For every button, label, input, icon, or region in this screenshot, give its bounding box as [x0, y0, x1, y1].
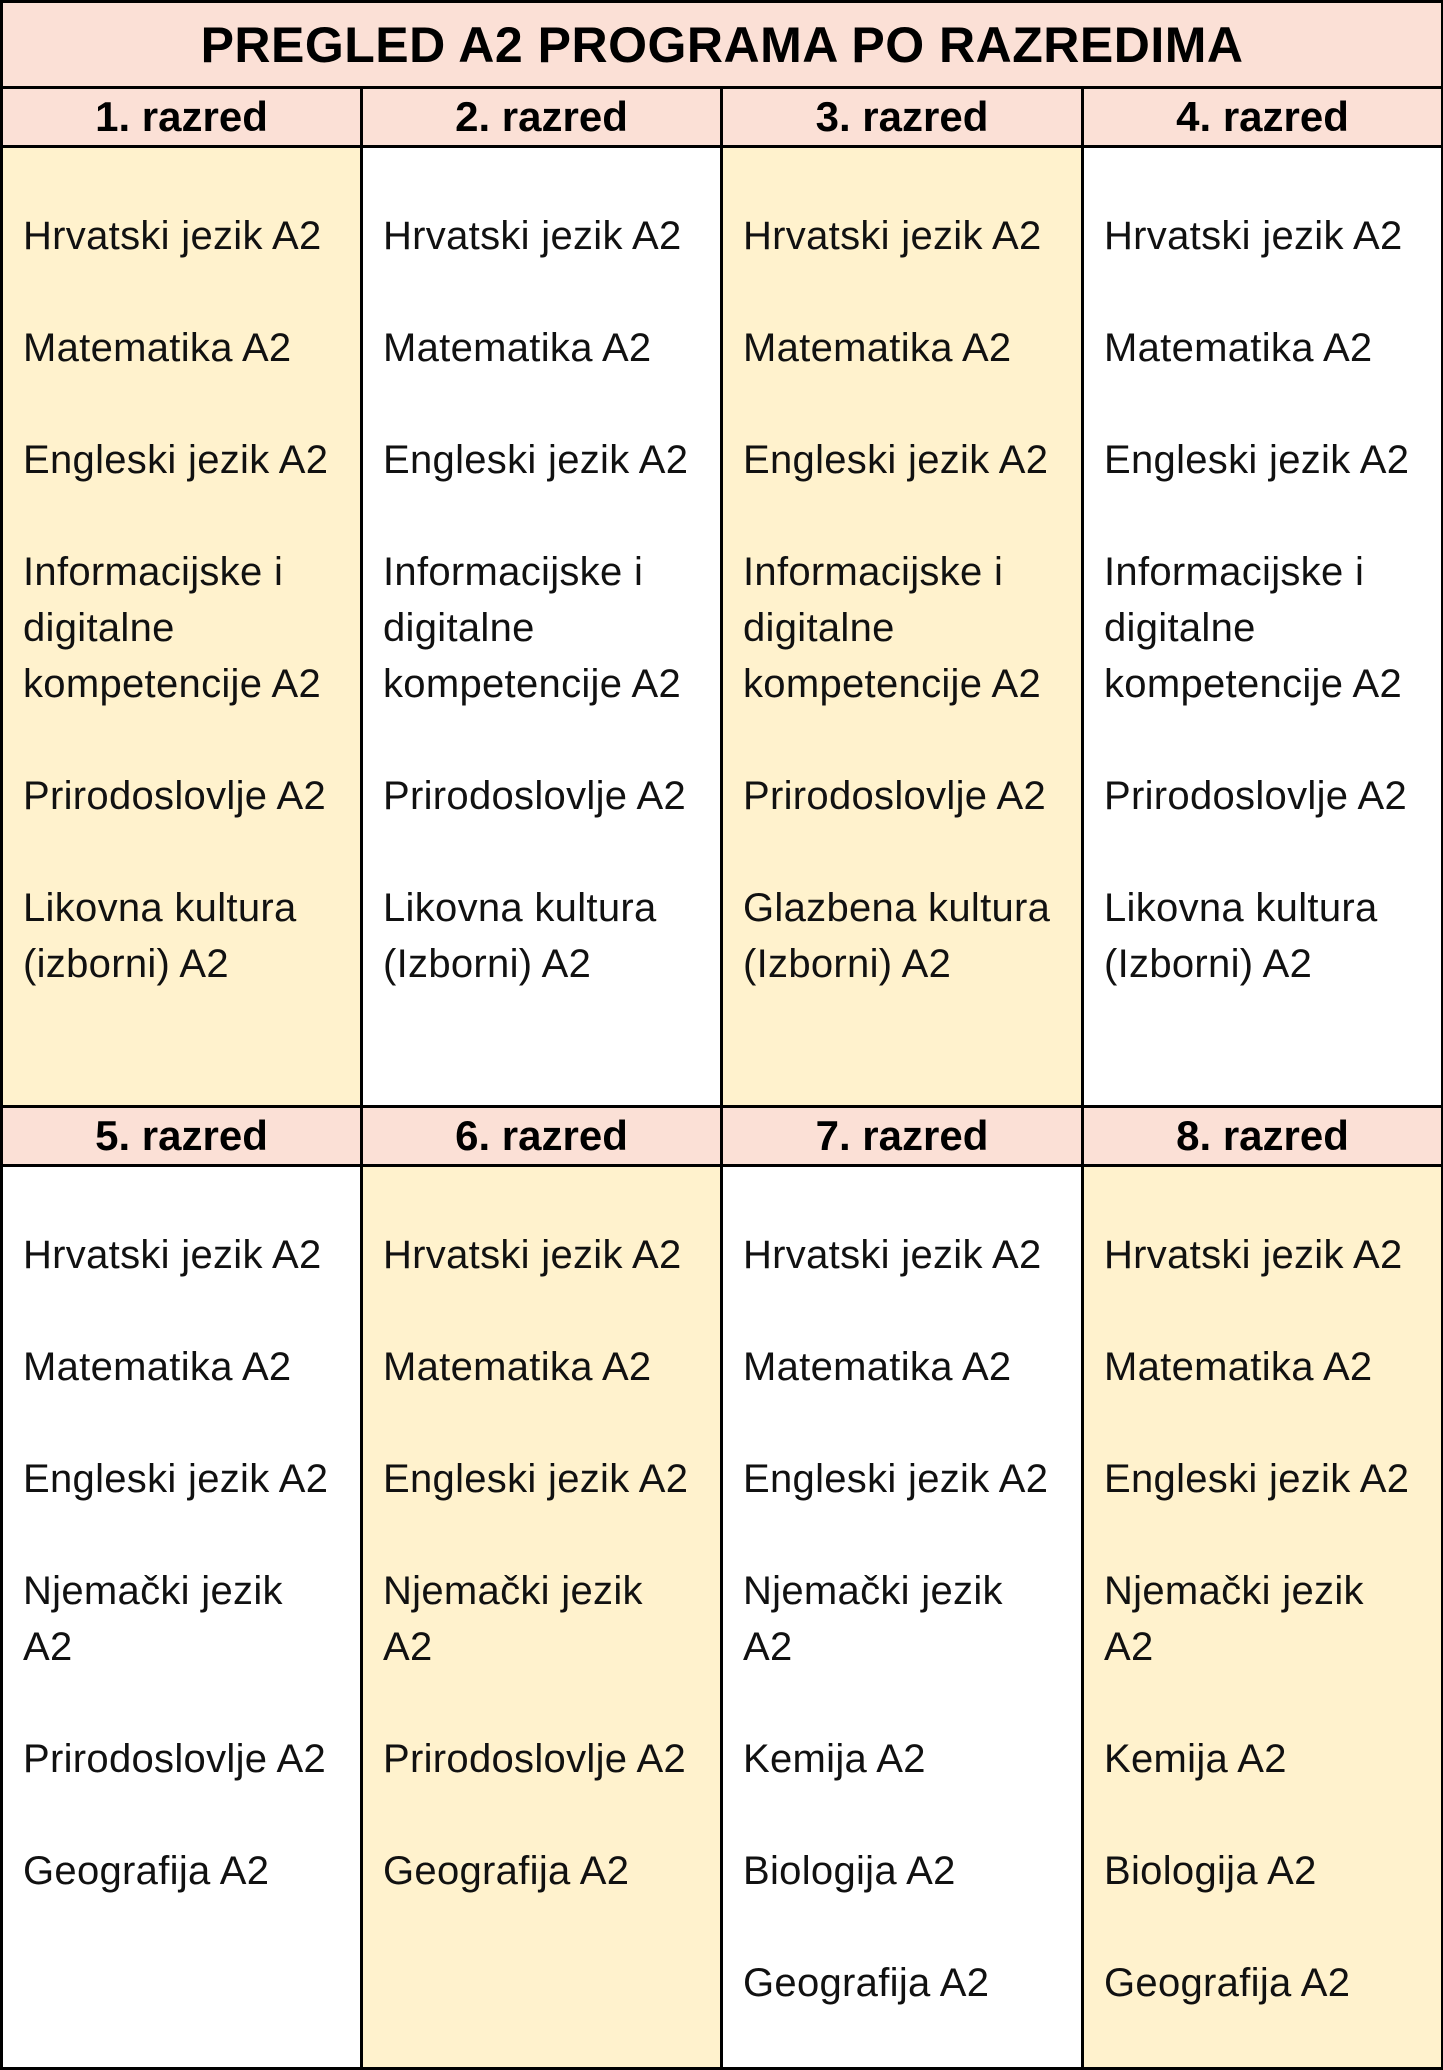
- subject-item: Hrvatski jezik A2: [383, 214, 682, 258]
- subject-item: Engleski jezik A2: [743, 438, 1049, 482]
- subjects-row-bottom: [2, 1166, 1443, 2069]
- subject-item: Hrvatski jezik A2: [23, 214, 322, 258]
- grade-header-8: 8. razred: [1083, 1107, 1443, 1166]
- subject-item: Informacijske i digitalne kompetencije A2: [743, 550, 1042, 706]
- subject-item: Engleski jezik A2: [23, 438, 329, 482]
- subject-item: Prirodoslovlje A2: [23, 1737, 327, 1781]
- subject-item: Likovna kultura (Izborni) A2: [383, 886, 657, 986]
- subject-item: Kemija A2: [743, 1737, 926, 1781]
- subject-item: Hrvatski jezik A2: [743, 214, 1042, 258]
- grade-header-5: 5. razred: [2, 1107, 362, 1166]
- subject-item: Biologija A2: [1104, 1849, 1317, 1893]
- grade-header-3: 3. razred: [722, 88, 1083, 147]
- grade-header-row-bottom: [2, 1107, 1443, 1166]
- subject-item: Hrvatski jezik A2: [1104, 214, 1403, 258]
- grade-header-4: 4. razred: [1083, 88, 1443, 147]
- subject-item: Matematika A2: [1104, 1345, 1373, 1389]
- grade-4-subjects: [1083, 147, 1443, 1107]
- grade-2-subjects: [362, 147, 722, 1107]
- grade-7-subjects: [722, 1166, 1083, 2069]
- title-row: [2, 2, 1443, 88]
- subject-list: [363, 1167, 720, 1899]
- subject-item: Geografija A2: [1104, 1961, 1351, 2005]
- subject-item: Biologija A2: [743, 1849, 956, 1893]
- grade-header-6: 6. razred: [362, 1107, 722, 1166]
- grade-5-subjects: [2, 1166, 362, 2069]
- subject-item: Engleski jezik A2: [383, 438, 689, 482]
- grade-1-subjects: [2, 147, 362, 1107]
- subject-item: Likovna kultura (Izborni) A2: [1104, 886, 1378, 986]
- subject-item: Engleski jezik A2: [1104, 1457, 1410, 1501]
- subject-item: Njemački jezik A2: [383, 1569, 643, 1669]
- subject-list: [363, 148, 720, 992]
- subject-item: Engleski jezik A2: [383, 1457, 689, 1501]
- subject-item: Matematika A2: [23, 326, 292, 370]
- subject-list: [1084, 1167, 1441, 2011]
- subject-item: Kemija A2: [1104, 1737, 1287, 1781]
- subjects-row-top: [2, 147, 1443, 1107]
- subject-item: Geografija A2: [23, 1849, 270, 1893]
- subject-list: [3, 148, 360, 992]
- table-title: PREGLED A2 PROGRAMA PO RAZREDIMA: [2, 2, 1443, 88]
- subject-item: Matematika A2: [743, 326, 1012, 370]
- subject-item: Informacijske i digitalne kompetencije A2: [23, 550, 322, 706]
- grade-header-row-top: [2, 88, 1443, 147]
- subject-item: Geografija A2: [743, 1961, 990, 2005]
- subject-list: [3, 1167, 360, 1899]
- subject-item: Matematika A2: [743, 1345, 1012, 1389]
- subject-item: Glazbena kultura (Izborni) A2: [743, 886, 1051, 986]
- subject-item: Likovna kultura (izborni) A2: [23, 886, 297, 986]
- subject-item: Hrvatski jezik A2: [23, 1233, 322, 1277]
- subject-item: Informacijske i digitalne kompetencije A2: [383, 550, 682, 706]
- grade-header-1: 1. razred: [2, 88, 362, 147]
- subject-item: Hrvatski jezik A2: [1104, 1233, 1403, 1277]
- subject-item: Matematika A2: [383, 1345, 652, 1389]
- grade-3-subjects: [722, 147, 1083, 1107]
- subject-item: Matematika A2: [1104, 326, 1373, 370]
- subject-item: Prirodoslovlje A2: [1104, 774, 1408, 818]
- grade-header-2: 2. razred: [362, 88, 722, 147]
- grade-8-subjects: [1083, 1166, 1443, 2069]
- subject-item: Njemački jezik A2: [1104, 1569, 1364, 1669]
- subject-item: Njemački jezik A2: [23, 1569, 283, 1669]
- subject-item: Njemački jezik A2: [743, 1569, 1003, 1669]
- subject-item: Prirodoslovlje A2: [383, 774, 687, 818]
- subject-item: Engleski jezik A2: [743, 1457, 1049, 1501]
- subject-item: Informacijske i digitalne kompetencije A2: [1104, 550, 1403, 706]
- subject-list: [723, 148, 1081, 992]
- subject-item: Prirodoslovlje A2: [743, 774, 1047, 818]
- subject-item: Hrvatski jezik A2: [743, 1233, 1042, 1277]
- subject-list: [1084, 148, 1441, 992]
- subject-item: Engleski jezik A2: [1104, 438, 1410, 482]
- subject-item: Geografija A2: [383, 1849, 630, 1893]
- subject-item: Matematika A2: [23, 1345, 292, 1389]
- subject-item: Prirodoslovlje A2: [23, 774, 327, 818]
- grade-6-subjects: [362, 1166, 722, 2069]
- subject-item: Hrvatski jezik A2: [383, 1233, 682, 1277]
- subject-item: Prirodoslovlje A2: [383, 1737, 687, 1781]
- subject-item: Engleski jezik A2: [23, 1457, 329, 1501]
- subject-item: Matematika A2: [383, 326, 652, 370]
- grade-header-7: 7. razred: [722, 1107, 1083, 1166]
- subject-list: [723, 1167, 1081, 2011]
